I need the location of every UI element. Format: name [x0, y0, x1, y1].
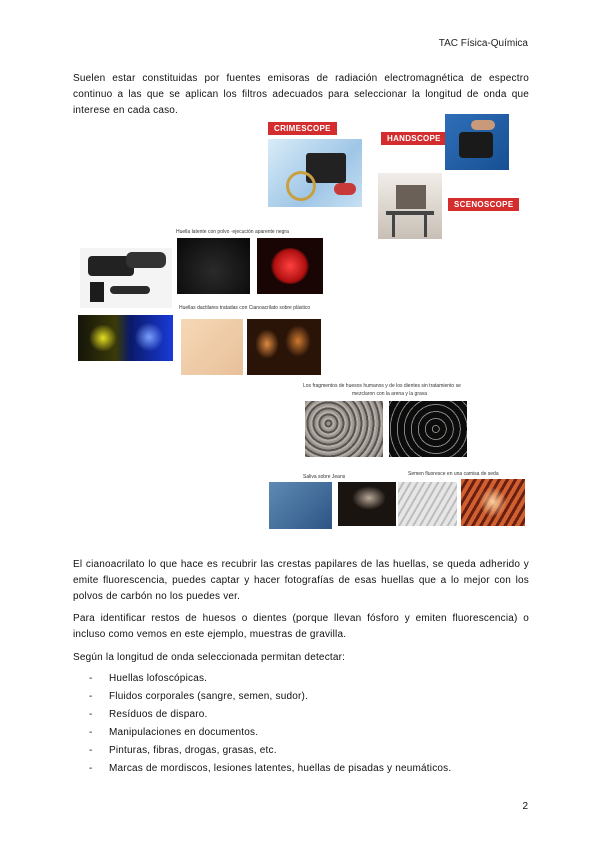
silk-shirt-fluorescence-photo [461, 479, 525, 526]
detection-list [73, 670, 451, 778]
caption-bone-fragments-1: Los fragmentos de huesos humanos y de los dientes sin tratamiento se [303, 383, 461, 389]
list-item: - Manipulaciones en documentos. [73, 724, 451, 742]
handscope-photo [445, 114, 509, 170]
list-item: - Marcas de mordiscos, lesiones latentes, huellas de pisadas y neumáticos. [73, 760, 451, 778]
bones-paragraph: Para identificar restos de huesos o dientes (porque llevan fósforo y emiten fluorescencia) o incluso como vemos en este ejemplo, muestras de gravilla. [73, 613, 529, 640]
jeans-fluorescence-photo [338, 482, 396, 526]
latent-print-dark-photo [177, 238, 250, 294]
intro-paragraph: Suelen estar constituidas por fuentes emisoras de radiación electromagnética de espectro continuo a las que se aplican los filtros adecuados para seleccionar la longitud de onda que interese en cada caso. [73, 73, 529, 116]
jeans-photo [269, 482, 332, 529]
crimescope-label: CRIMESCOPE [268, 122, 337, 135]
latent-print-red-photo [257, 238, 323, 294]
plastic-print-dark-photo [247, 319, 321, 375]
forensic-kit-photo [80, 248, 172, 308]
cyanoacrylate-paragraph: El cianoacrilato lo que hace es recubrir las crestas papilares de las huellas, se queda adherido y emite fluorescencia, puedes captar y hacer fotografías de esas huellas que a lo mejor con los polvos de carbón no los puedes ver. [73, 559, 529, 602]
scenoscope-photo [378, 173, 442, 239]
crimescope-photo [268, 139, 362, 207]
caption-bone-fragments-2: mezclaron con la arena y la grava [352, 391, 428, 397]
page-number: 2 [522, 801, 528, 812]
plastic-print-light-photo [181, 319, 243, 375]
detection-intro: Según la longitud de onda seleccionada permitan detectar: [73, 652, 346, 663]
silk-shirt-photo [398, 482, 457, 526]
gravel-photo [305, 401, 383, 457]
caption-cyanoacrylate: Huellas dactilares tratadas con Cianoacrilato sobre plástico [179, 305, 311, 311]
list-item: - Fluidos corporales (sangre, semen, sudor). [73, 688, 451, 706]
header-title: TAC Física-Química [438, 38, 528, 49]
list-item: - Pinturas, fibras, drogas, grasas, etc. [73, 742, 451, 760]
handscope-label: HANDSCOPE [381, 132, 447, 145]
gravel-fluorescence-photo [389, 401, 467, 457]
caption-saliva: Saliva sobre Jeans [303, 474, 346, 480]
fluorescent-print-photo [78, 315, 173, 361]
caption-latent-print: Huella latente con polvo ·ejecución aparente negra [176, 229, 289, 235]
caption-semen: Semen fluoresce en una camisa de seda [408, 471, 499, 477]
list-item: - Huellas lofoscópicas. [73, 670, 451, 688]
list-item: - Resíduos de disparo. [73, 706, 451, 724]
scenoscope-label: SCENOSCOPE [448, 198, 519, 211]
